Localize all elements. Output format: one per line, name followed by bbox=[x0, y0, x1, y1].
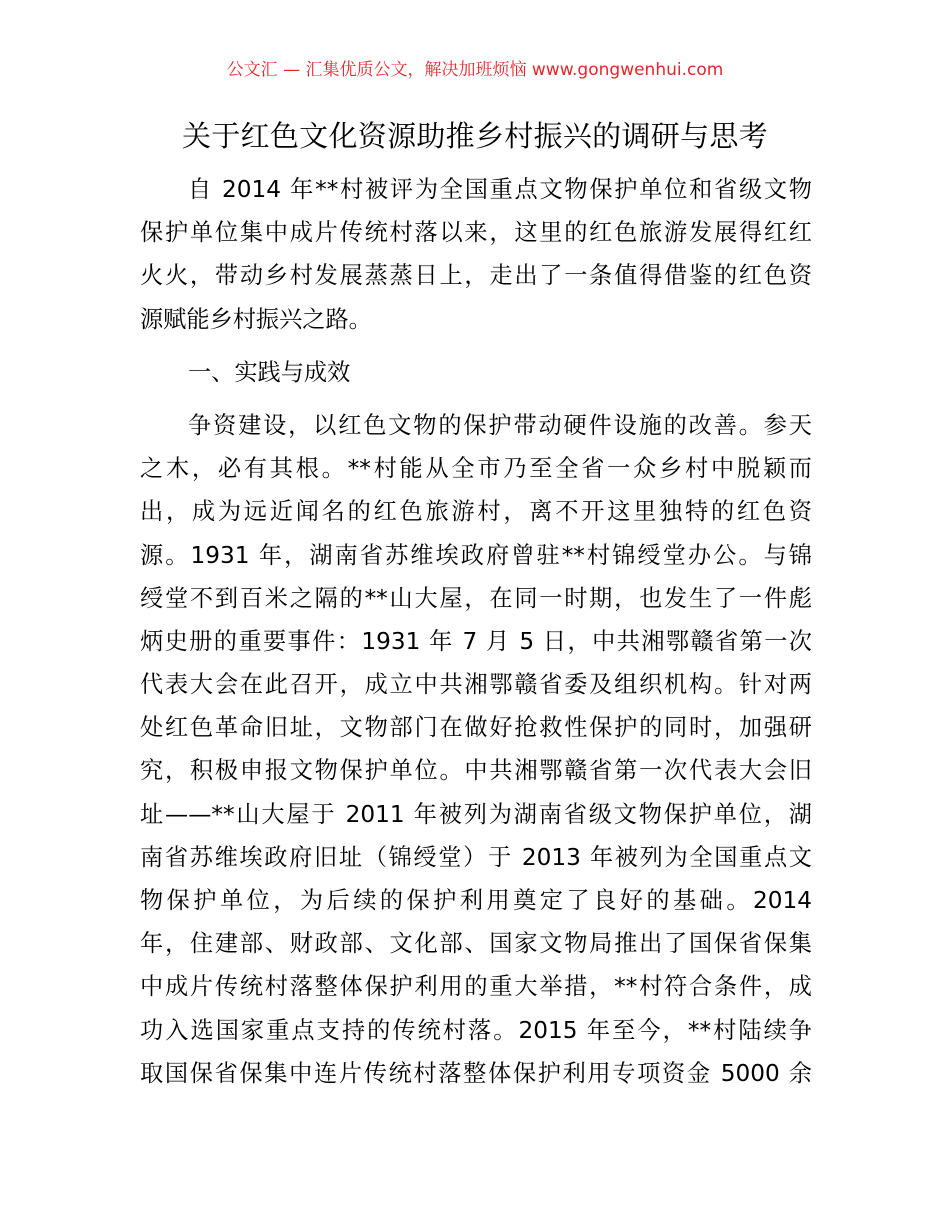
document-title: 关于红色文化资源助推乡村振兴的调研与思考 bbox=[181, 119, 768, 153]
text-line: 保护单位集中成片传统村落以来，这里的红色旅游发展得红红 bbox=[140, 219, 812, 247]
text-line: 之木，必有其根。**村能从全市乃至全省一众乡村中脱颖而 bbox=[140, 455, 812, 483]
document-body bbox=[140, 168, 812, 1095]
text-line: 自 2014 年**村被评为全国重点文物保护单位和省级文物 bbox=[188, 176, 812, 203]
text-line: 究，积极申报文物保护单位。中共湘鄂赣省第一次代表大会旧 bbox=[140, 757, 812, 785]
text-line: 功入选国家重点支持的传统村落。2015 年至今，**村陆续争 bbox=[140, 1016, 812, 1044]
paragraph-intro bbox=[140, 168, 812, 341]
text-line: 处红色革命旧址，文物部门在做好抢救性保护的同时，加强研 bbox=[140, 714, 812, 742]
site-watermark-header: 公文汇 — 汇集优质公文，解决加班烦恼 www.gongwenhui.com bbox=[226, 60, 724, 80]
section-heading bbox=[140, 351, 812, 394]
text-line: 取国保省保集中连片传统村落整体保护利用专项资金 5000 余 bbox=[140, 1059, 812, 1087]
text-line: 代表大会在此召开，成立中共湘鄂赣省委及组织机构。针对两 bbox=[140, 671, 812, 699]
text-line: 址——**山大屋于 2011 年被列为湖南省级文物保护单位，湖 bbox=[140, 800, 812, 828]
text-line: 绶堂不到百米之隔的**山大屋，在同一时期，也发生了一件彪 bbox=[140, 584, 812, 612]
text-line: 炳史册的重要事件：1931 年 7 月 5 日，中共湘鄂赣省第一次 bbox=[140, 627, 812, 655]
text-line: 物保护单位，为后续的保护利用奠定了良好的基础。2014 bbox=[140, 887, 812, 914]
text-line: 火火，带动乡村发展蒸蒸日上，走出了一条值得借鉴的红色资 bbox=[140, 262, 812, 290]
text-line: 出，成为远近闻名的红色旅游村，离不开这里独特的红色资 bbox=[140, 498, 812, 526]
text-line: 中成片传统村落整体保护利用的重大举措，**村符合条件，成 bbox=[140, 973, 812, 1001]
heading-practice-and-results: 一、实践与成效 bbox=[188, 358, 351, 386]
text-line: 源赋能乡村振兴之路。 bbox=[140, 305, 372, 333]
text-line: 源。1931 年，湖南省苏维埃政府曾驻**村锦绶堂办公。与锦 bbox=[140, 541, 812, 569]
paragraph-funding bbox=[140, 404, 812, 1095]
text-line: 南省苏维埃政府旧址（锦绶堂）于 2013 年被列为全国重点文 bbox=[140, 843, 812, 871]
text-line: 争资建设，以红色文物的保护带动硬件设施的改善。参天 bbox=[188, 411, 812, 439]
text-line: 年，住建部、财政部、文化部、国家文物局推出了国保省保集 bbox=[140, 930, 812, 958]
